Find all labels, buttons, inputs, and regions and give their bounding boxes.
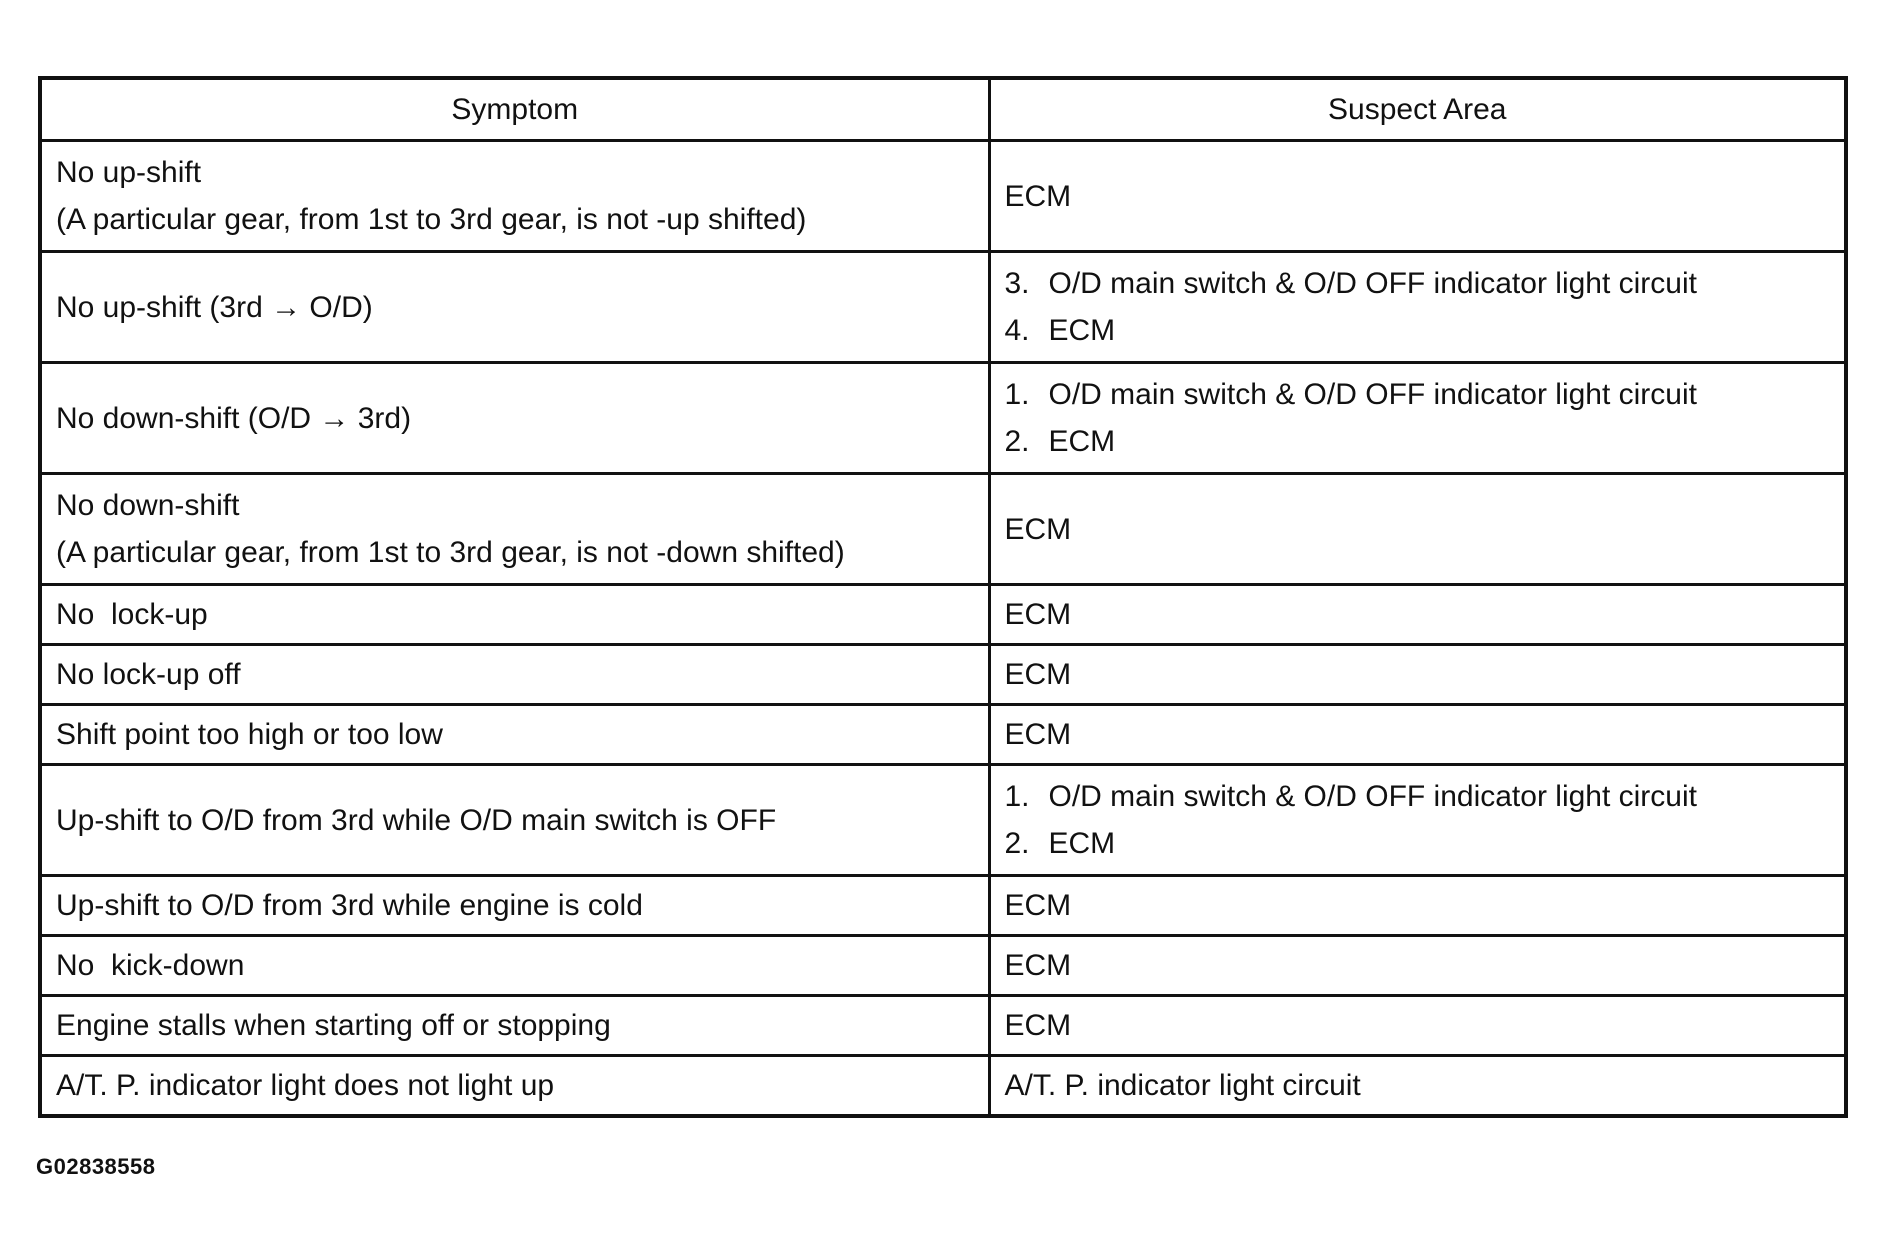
table-row xyxy=(40,363,1846,474)
symptom-cell xyxy=(40,585,989,645)
table-row xyxy=(40,141,1846,252)
suspect-item-number: 1. xyxy=(1004,378,1030,411)
suspect-item xyxy=(1005,173,1831,220)
suspect-area-cell xyxy=(989,876,1846,936)
table-row xyxy=(40,705,1846,765)
suspect-area-cell xyxy=(989,996,1846,1056)
header-suspect-area: Suspect Area xyxy=(989,78,1846,141)
symptom-cell xyxy=(40,141,989,252)
suspect-area-cell xyxy=(989,936,1846,996)
table-row xyxy=(40,936,1846,996)
table-row xyxy=(40,996,1846,1056)
table-row xyxy=(40,876,1846,936)
symptom-table xyxy=(38,76,1848,1118)
suspect-item-number: 3. xyxy=(1004,267,1030,300)
suspect-item xyxy=(1005,711,1831,758)
symptom-text: No down-shift xyxy=(56,489,240,522)
symptom-cell xyxy=(40,1056,989,1117)
suspect-item xyxy=(1005,1002,1831,1049)
symptom-cell xyxy=(40,765,989,876)
symptom-cell xyxy=(40,252,989,363)
suspect-item-text: O/D main switch & O/D OFF indicator light circuit xyxy=(1048,378,1697,411)
table-row xyxy=(40,585,1846,645)
symptom-text: Engine stalls when starting off or stopping xyxy=(56,1009,611,1042)
suspect-item-text: ECM xyxy=(1048,425,1116,458)
suspect-area-cell xyxy=(989,585,1846,645)
suspect-item-text: A/T. P. indicator light circuit xyxy=(1004,1069,1361,1102)
figure-id: G02838558 xyxy=(36,1154,156,1179)
suspect-item-text: ECM xyxy=(1004,718,1072,751)
suspect-item xyxy=(1005,820,1831,867)
suspect-area-cell xyxy=(989,141,1846,252)
suspect-item xyxy=(1005,773,1831,820)
suspect-item-number: 1. xyxy=(1004,780,1030,813)
symptom-text: A/T. P. indicator light does not light up xyxy=(56,1069,555,1102)
symptom-text: No up-shift (3rd → O/D) xyxy=(56,290,373,324)
symptom-cell xyxy=(40,474,989,585)
table-header-row xyxy=(40,78,1846,141)
suspect-item-text: O/D main switch & O/D OFF indicator light circuit xyxy=(1048,780,1697,813)
symptom-cell xyxy=(40,645,989,705)
suspect-area-cell xyxy=(989,1056,1846,1117)
suspect-item-text: ECM xyxy=(1004,512,1072,546)
suspect-item-text: ECM xyxy=(1004,658,1072,691)
suspect-item xyxy=(1005,307,1831,354)
suspect-item xyxy=(1005,506,1831,553)
symptom-cell xyxy=(40,876,989,936)
table-row xyxy=(40,765,1846,876)
suspect-item xyxy=(1005,942,1831,989)
symptom-text: No up-shift xyxy=(56,156,202,189)
suspect-area-cell xyxy=(989,645,1846,705)
suspect-item xyxy=(1005,1062,1831,1109)
suspect-item xyxy=(1005,371,1831,418)
symptom-text: (A particular gear, from 1st to 3rd gear, is not -down shifted) xyxy=(56,536,845,569)
symptom-cell xyxy=(40,996,989,1056)
suspect-item xyxy=(1005,418,1831,465)
symptom-text: Up-shift to O/D from 3rd while O/D main switch is OFF xyxy=(56,803,777,837)
table-row xyxy=(40,252,1846,363)
symptom-text: No lock-up xyxy=(56,598,208,631)
suspect-item xyxy=(1005,591,1831,638)
suspect-item xyxy=(1005,651,1831,698)
suspect-item xyxy=(1005,882,1831,929)
suspect-area-cell xyxy=(989,705,1846,765)
symptom-cell xyxy=(40,705,989,765)
suspect-area-cell xyxy=(989,474,1846,585)
suspect-item-text: ECM xyxy=(1004,889,1072,922)
symptom-text: (A particular gear, from 1st to 3rd gear, is not -up shifted) xyxy=(56,203,807,236)
suspect-item-text: O/D main switch & O/D OFF indicator light circuit xyxy=(1048,267,1697,300)
suspect-item-text: ECM xyxy=(1004,179,1072,213)
suspect-item xyxy=(1005,260,1831,307)
table-body xyxy=(40,141,1846,1117)
table-row xyxy=(40,474,1846,585)
suspect-item-text: ECM xyxy=(1004,949,1072,982)
suspect-item-number: 4. xyxy=(1004,314,1030,347)
symptom-text: Shift point too high or too low xyxy=(56,718,443,751)
symptom-text: No kick-down xyxy=(56,949,245,982)
symptom-text: No lock-up off xyxy=(56,658,241,691)
suspect-area-cell xyxy=(989,363,1846,474)
symptom-cell xyxy=(40,936,989,996)
symptom-cell xyxy=(40,363,989,474)
table-row xyxy=(40,1056,1846,1117)
table-row xyxy=(40,645,1846,705)
suspect-item-text: ECM xyxy=(1004,1009,1072,1042)
suspect-area-cell xyxy=(989,765,1846,876)
suspect-item-number: 2. xyxy=(1004,827,1030,860)
suspect-item-text: ECM xyxy=(1004,598,1072,631)
symptom-text: No down-shift (O/D → 3rd) xyxy=(56,401,412,435)
suspect-area-cell xyxy=(989,252,1846,363)
suspect-item-text: ECM xyxy=(1048,827,1116,860)
symptom-text: Up-shift to O/D from 3rd while engine is cold xyxy=(56,889,643,922)
header-symptom: Symptom xyxy=(40,78,989,141)
suspect-item-number: 2. xyxy=(1004,425,1030,458)
suspect-item-text: ECM xyxy=(1048,314,1116,347)
